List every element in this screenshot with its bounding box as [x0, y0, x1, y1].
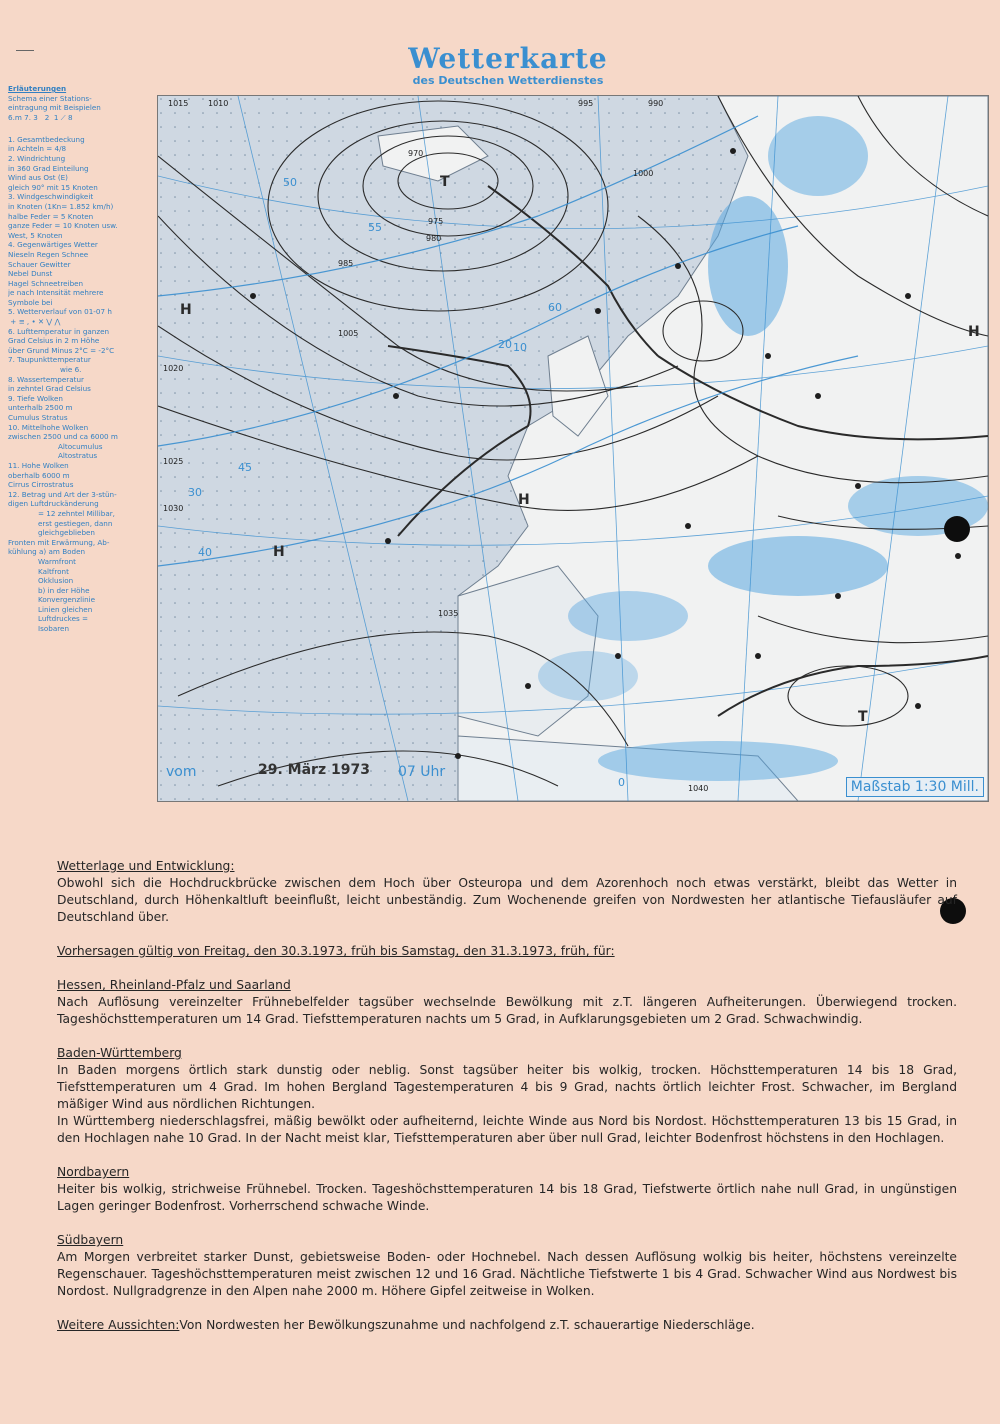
legend-line: Linien gleichen — [38, 604, 93, 614]
legend-line: Cirrus Cirrostratus — [8, 480, 74, 490]
legend-line: Luftdruckes = — [38, 614, 89, 624]
grid-label: 40 — [198, 546, 212, 559]
station-dot — [955, 553, 961, 559]
weather-map-graphic — [158, 96, 988, 801]
pressure-label: 1015 — [168, 99, 189, 108]
pressure-label: 990 — [648, 99, 664, 108]
weather-map — [157, 95, 989, 802]
legend-line: Konvergenzlinie — [38, 595, 96, 605]
pressure-label: 1025 — [163, 457, 184, 466]
pressure-label: 1040 — [688, 784, 709, 793]
legend-line: 5. Wetterverlauf von 01-07 h — [8, 307, 112, 317]
section-heading: Weitere Aussichten: — [57, 1318, 180, 1332]
pressure-label: 1000 — [633, 169, 654, 178]
pressure-label: 985 — [338, 259, 354, 268]
legend-line: Schema einer Stations- — [8, 93, 92, 103]
map-legend — [8, 84, 158, 634]
station-dot — [595, 308, 601, 314]
station-dot — [730, 148, 736, 154]
pressure-label: 1005 — [338, 329, 359, 338]
pressure-label: 1030 — [163, 504, 184, 513]
section-text: Am Morgen verbreitet starker Dunst, gebietsweise Boden- oder Hochnebel. Nach dessen Auflösung wolkig bis heiter, höchstens vereinzelte Regenschauer. Tageshöchsttemperaturen meist zwischen 12 und 16 Grad. Nächtliche Tiefstwerte 1 bis 4 Grad. Schwacher Wind aus Nordwest bis Nordost. Nullgradgrenze in den Alpen nahe 2000 m. Höhere Gipfel zeitweise in Wolken. — [57, 1250, 957, 1298]
legend-line: 12. Betrag und Art der 3-stün- — [8, 489, 117, 499]
legend-line: Fronten mit Erwärmung, Ab- — [8, 537, 110, 547]
high-pressure-center: H — [180, 302, 192, 318]
legend-line: Altocumulus — [58, 441, 103, 451]
map-vom-label: vom — [166, 764, 197, 780]
section-text: Obwohl sich die Hochdruckbrücke zwischen dem Hoch über Osteuropa und dem Azorenhoch noch etwas verstärkt, bleibt das Wetter in Deutschland, durch Höhenkaltluft beeinflußt, leicht unbeständig. Zum Wochenende greifen von Nordwesten her atlantische Tiefausläufer auf Deutschland über. — [57, 876, 957, 924]
section-heading: Wetterlage und Entwicklung: — [57, 859, 235, 873]
legend-title: Erläuterungen — [8, 84, 67, 93]
grid-label: 45 — [238, 461, 252, 474]
legend-line: kühlung a) am Boden — [8, 547, 86, 557]
station-dot — [815, 393, 821, 399]
legend-line: Okklusion — [38, 576, 74, 586]
low-pressure-center: T — [440, 174, 450, 190]
legend-line: unterhalb 2500 m — [8, 403, 73, 413]
station-dot — [250, 293, 256, 299]
legend-line: b) in der Höhe — [38, 585, 90, 595]
station-dot — [455, 753, 461, 759]
legend-line: 6.m 7. 3 2 1 ⟋ 8 — [8, 112, 73, 122]
page-title: Wetterkarte — [408, 42, 608, 75]
page-subtitle: des Deutschen Wetterdienstes — [412, 74, 604, 87]
legend-line: 2. Windrichtung — [8, 153, 66, 163]
section-text: Von Nordwesten her Bewölkungszunahme und nachfolgend z.T. schauerartige Niederschläge. — [179, 1318, 755, 1332]
map-date: 29. März 1973 — [258, 762, 370, 778]
section-heading: Südbayern — [57, 1233, 124, 1247]
grid-label: 0 — [618, 776, 625, 789]
legend-line: zwischen 2500 und ca 6000 m — [8, 432, 118, 442]
legend-line: Cumulus Stratus — [8, 413, 68, 422]
legend-line: 7. Taupunkttemperatur — [8, 355, 91, 365]
legend-line: 8. Wassertemperatur — [8, 374, 84, 384]
grid-label: 55 — [368, 221, 382, 234]
legend-line: Symbole bei — [8, 297, 53, 307]
margin-mark — [16, 50, 34, 51]
shade-area — [768, 116, 868, 196]
legend-line: wie 6. — [60, 365, 82, 375]
legend-line: + ≡ , • ✕ ⋁ ⋀ — [8, 317, 61, 327]
grid-label: 30 — [188, 486, 202, 499]
legend-line: Isobaren — [38, 624, 70, 634]
shade-area — [708, 536, 888, 596]
legend-line: West, 5 Knoten — [8, 230, 63, 240]
pressure-label: 970 — [408, 149, 424, 158]
section-text: In Württemberg niederschlagsfrei, mäßig bewölkt oder aufheiternd, leichte Winde aus Nord bis Nordost. Höchsttemperaturen 13 bis 15 Grad, in den Hochlagen nahe 10 Grad. In der Nacht meist klar, Tiefsttemperaturen aber über null Grad, leichter Bodenfrost höchstens in den Hochlagen. — [57, 1114, 957, 1145]
station-dot — [385, 538, 391, 544]
station-dot — [855, 483, 861, 489]
shade-area — [598, 741, 838, 781]
forecast-text — [57, 858, 957, 1334]
station-dot — [765, 353, 771, 359]
station-dot — [393, 393, 399, 399]
legend-line: 10. Mittelhohe Wolken — [8, 422, 89, 432]
legend-line: in 360 Grad Einteilung — [8, 163, 89, 173]
station-dot — [685, 523, 691, 529]
legend-line: in Achteln = 4/8 — [8, 144, 67, 154]
grid-label: 10 — [513, 341, 527, 354]
station-dot — [915, 703, 921, 709]
legend-line: = 12 zehntel Millibar, — [38, 508, 115, 518]
legend-line: halbe Feder = 5 Knoten — [8, 211, 94, 221]
punch-hole — [944, 516, 970, 542]
section-heading: Vorhersagen gültig von Freitag, den 30.3.1973, früh bis Samstag, den 31.3.1973, früh, für: — [57, 944, 615, 958]
legend-line: über Grund Minus 2°C = -2°C — [8, 345, 115, 355]
pressure-label: 1035 — [438, 609, 459, 618]
pressure-label: 980 — [426, 234, 442, 243]
high-pressure-center: H — [518, 492, 530, 508]
legend-line: Hagel Schneetreiben — [8, 278, 84, 288]
legend-line: gleich 90° mit 15 Knoten — [8, 182, 98, 192]
legend-line: in zehntel Grad Celsius — [8, 384, 91, 394]
pressure-label: 975 — [428, 217, 444, 226]
station-dot — [615, 653, 621, 659]
shade-area — [708, 196, 788, 336]
legend-line: Kaltfront — [38, 566, 69, 576]
legend-line: 3. Windgeschwindigkeit — [8, 192, 94, 202]
legend-line: Wind aus Ost (E) — [8, 173, 68, 183]
legend-line: gleichgeblieben — [38, 528, 95, 538]
map-time: 07 Uhr — [398, 764, 446, 780]
legend-line: digen Luftdruckänderung — [8, 499, 99, 509]
legend-line: 4. Gegenwärtiges Wetter — [8, 240, 98, 250]
map-scale: Maßstab 1:30 Mill. — [846, 777, 984, 797]
section-text: Heiter bis wolkig, strichweise Frühnebel. Trocken. Tageshöchsttemperaturen 14 bis 18 Grad, Tiefstwerte örtlich nahe null Grad, in ungünstigen Lagen geringer Bodenfrost. Vorherrschend schwache Winde. — [57, 1182, 957, 1213]
shade-area — [568, 591, 688, 641]
legend-line: je nach Intensität mehrere — [8, 288, 104, 298]
station-dot — [905, 293, 911, 299]
station-dot — [835, 593, 841, 599]
legend-line: 1. Gesamtbedeckung — [8, 134, 85, 144]
legend-line: 11. Hohe Wolken — [8, 460, 69, 470]
section-heading: Nordbayern — [57, 1165, 130, 1179]
section-heading: Hessen, Rheinland-Pfalz und Saarland — [57, 978, 291, 992]
legend-line: Schauer Gewitter — [8, 259, 71, 269]
legend-line: Altostratus — [58, 451, 98, 461]
grid-label: 20 — [498, 338, 512, 351]
station-dot — [525, 683, 531, 689]
legend-line: 6. Lufttemperatur in ganzen — [8, 326, 110, 336]
legend-line: ganze Feder = 10 Knoten usw. — [8, 221, 118, 231]
high-pressure-center: H — [273, 544, 285, 560]
legend-line: erst gestiegen, dann — [38, 518, 113, 528]
section-heading: Baden-Württemberg — [57, 1046, 182, 1060]
station-dot — [675, 263, 681, 269]
grid-label: 60 — [548, 301, 562, 314]
legend-line: eintragung mit Beispielen — [8, 103, 101, 113]
pressure-label: 995 — [578, 99, 594, 108]
station-dot — [755, 653, 761, 659]
pressure-label: 1010 — [208, 99, 229, 108]
grid-label: 50 — [283, 176, 297, 189]
legend-line: Nieseln Regen Schnee — [8, 249, 89, 259]
legend-line: Grad Celsius in 2 m Höhe — [8, 336, 100, 346]
legend-line: in Knoten (1Kn= 1.852 km/h) — [8, 201, 114, 211]
low-pressure-center: T — [858, 709, 868, 725]
legend-line: Warmfront — [38, 556, 76, 566]
outlook-line — [57, 1317, 957, 1334]
legend-line: Nebel Dunst — [8, 269, 53, 279]
legend-line: 9. Tiefe Wolken — [8, 393, 63, 403]
section-text: In Baden morgens örtlich stark dunstig oder neblig. Sonst tagsüber heiter bis wolkig, trocken. Höchsttemperaturen 14 bis 18 Grad, Tiefsttemperaturen um 4 Grad. Im hohen Bergland Tagestemperaturen 4 bis 9 Grad, nachts örtlich leichter Frost. Schwacher, im Bergland mäßiger Wind aus nördlichen Richtungen. — [57, 1063, 957, 1111]
pressure-label: 1020 — [163, 364, 184, 373]
high-pressure-center: H — [968, 324, 980, 340]
section-text: Nach Auflösung vereinzelter Frühnebelfelder tagsüber wechselnde Bewölkung mit z.T. längeren Aufheiterungen. Überwiegend trocken. Tageshöchsttemperaturen um 14 Grad. Tiefsttemperaturen nachts um 5 Grad, in Aufklarungsgebieten um 2 Grad. Schwachwindig. — [57, 995, 957, 1026]
legend-line: oberhalb 6000 m — [8, 470, 70, 480]
